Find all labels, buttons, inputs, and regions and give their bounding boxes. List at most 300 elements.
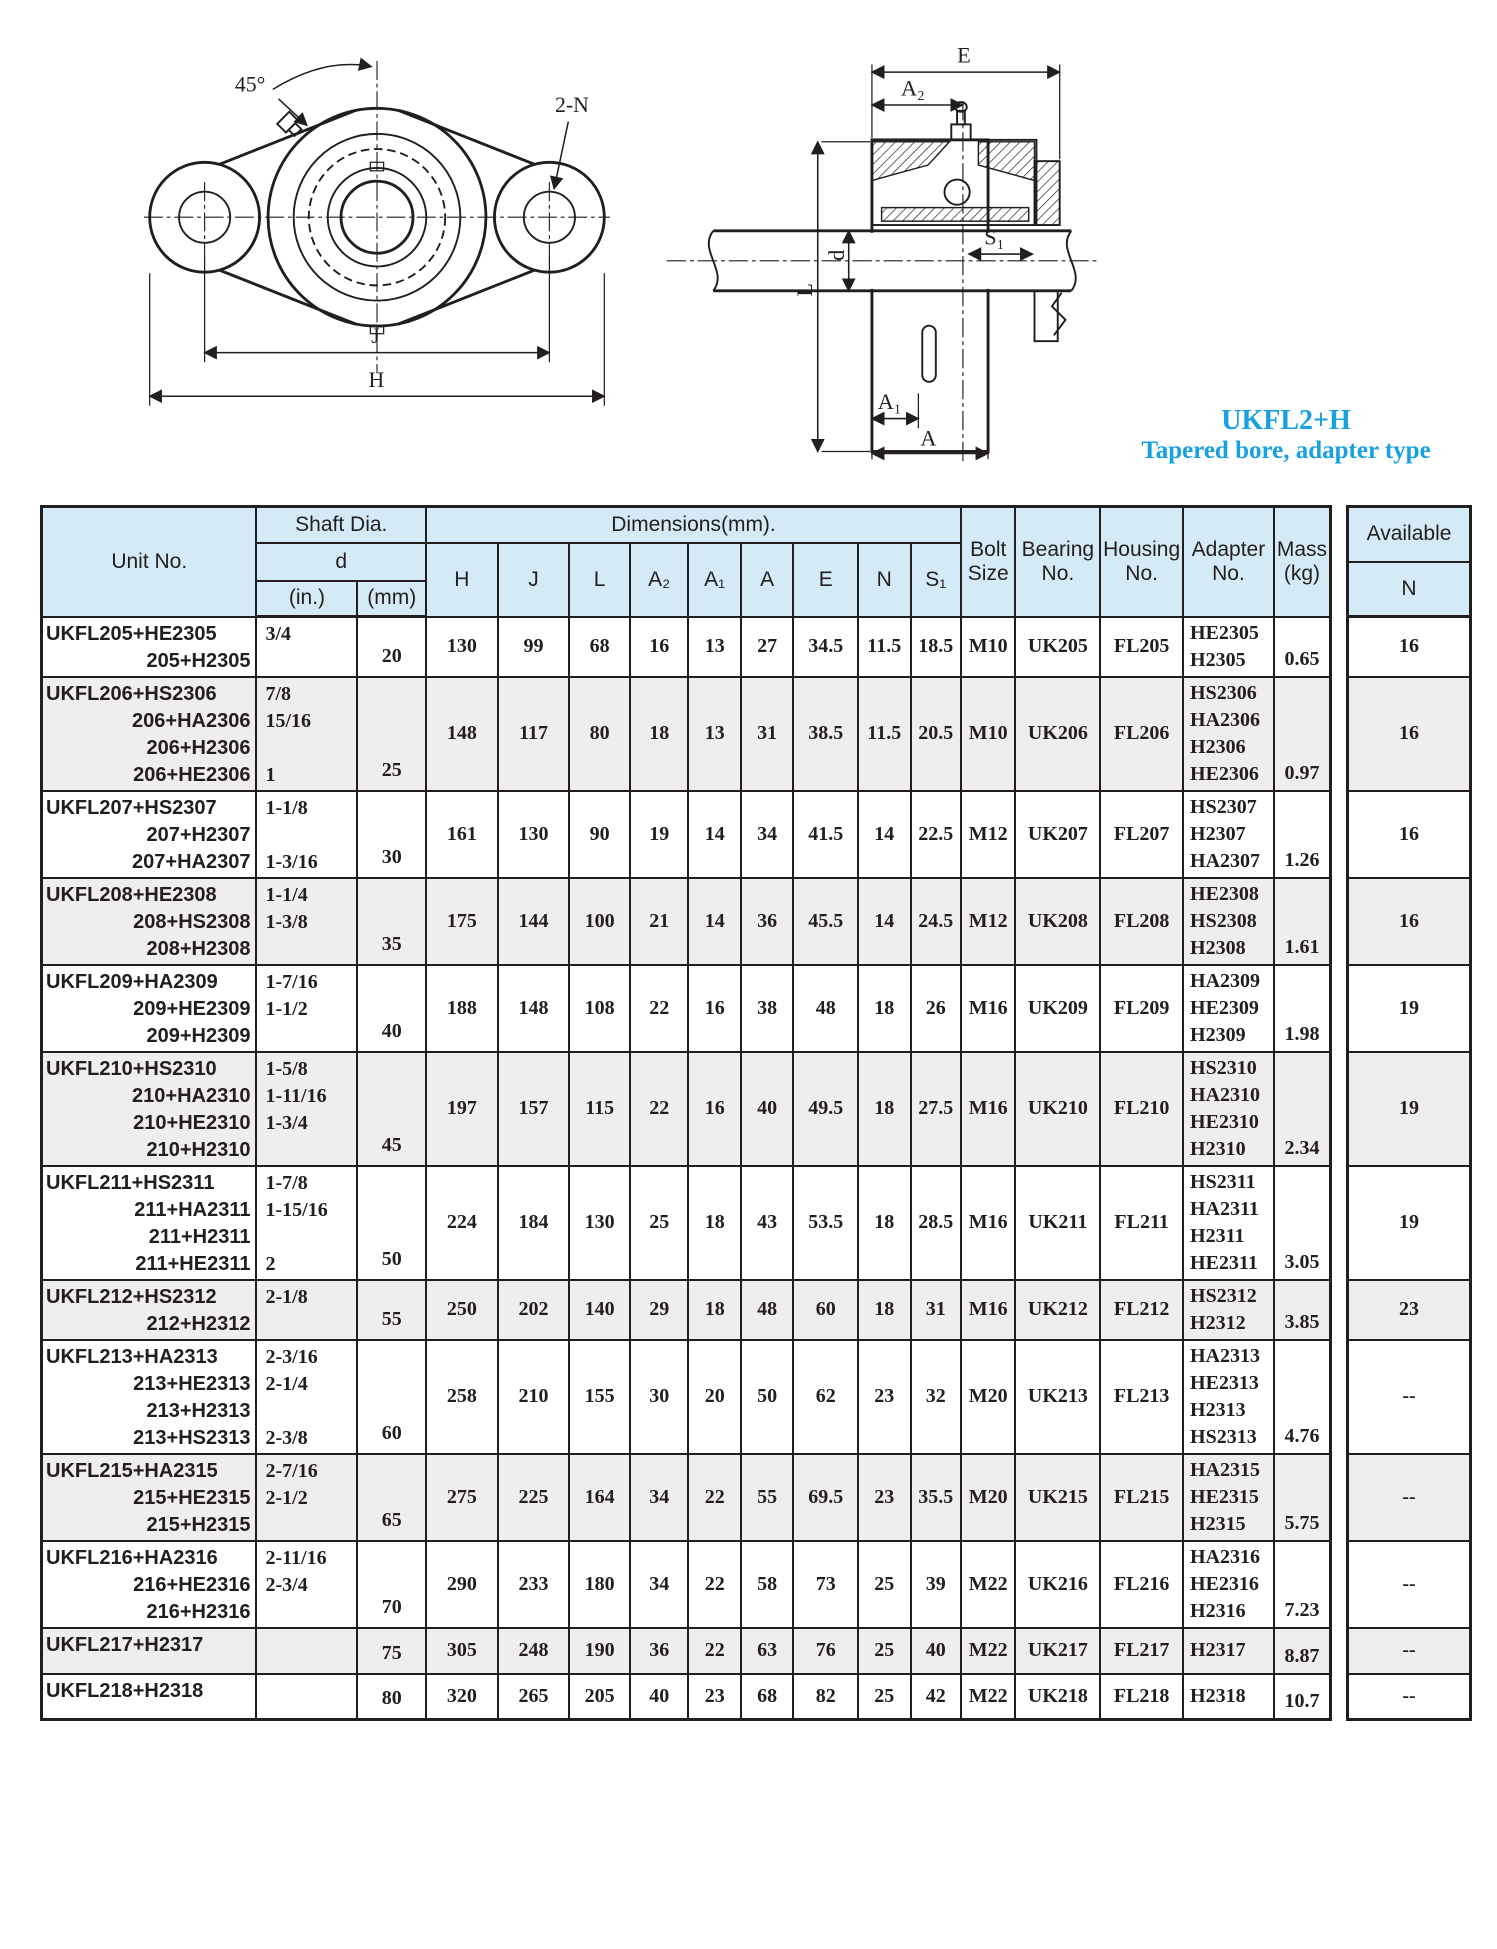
dim-cell: 248 xyxy=(498,1628,570,1674)
dim-cell: 99 xyxy=(498,617,570,677)
dim-cell: 76 xyxy=(793,1628,858,1674)
dim-cell: 164 xyxy=(569,1454,630,1541)
housing-no-cell: FL211 xyxy=(1100,1166,1183,1280)
dim-cell: 202 xyxy=(498,1280,570,1340)
available-cell: 19 xyxy=(1348,965,1471,1052)
bolt-size-cell: M12 xyxy=(961,878,1016,965)
section-view-drawing xyxy=(628,16,1112,466)
dim-cell: 175 xyxy=(426,878,498,965)
dim-cell: 63 xyxy=(741,1628,793,1674)
dim-cell: 22 xyxy=(688,1541,740,1628)
dim-cell: 25 xyxy=(858,1674,910,1720)
bolt-size-cell: M10 xyxy=(961,617,1016,677)
dim-h-label: H xyxy=(368,367,385,392)
dim-cell: 290 xyxy=(426,1541,498,1628)
dim-cell: 25 xyxy=(630,1166,689,1280)
dim-cell: 16 xyxy=(630,617,689,677)
shaft-in-cell: 1-1/8 1-3/16 xyxy=(256,791,357,878)
col-dim-a2: A₂ xyxy=(630,543,689,617)
mass-cell: 8.87 xyxy=(1274,1628,1331,1674)
dim-cell: 23 xyxy=(688,1674,740,1720)
dim-cell: 36 xyxy=(741,878,793,965)
dim-cell: 55 xyxy=(741,1454,793,1541)
table-row xyxy=(42,1541,1331,1628)
mass-cell: 4.76 xyxy=(1274,1340,1331,1454)
mass-cell: 10.7 xyxy=(1274,1674,1331,1720)
series-caption xyxy=(1112,406,1460,466)
bolt-size-cell: M10 xyxy=(961,677,1016,791)
available-cell: 16 xyxy=(1348,677,1471,791)
available-row xyxy=(1348,1674,1471,1720)
dim-cell: 34 xyxy=(630,1454,689,1541)
dim-cell: 82 xyxy=(793,1674,858,1720)
dim-cell: 157 xyxy=(498,1052,570,1166)
bolt-count-label: 2-N xyxy=(555,93,589,118)
dim-cell: 305 xyxy=(426,1628,498,1674)
series-subtitle: Tapered bore, adapter type xyxy=(1141,437,1431,464)
col-in: (in.) xyxy=(256,581,357,617)
housing-no-cell: FL213 xyxy=(1100,1340,1183,1454)
dim-cell: 16 xyxy=(688,1052,740,1166)
unit-no-cell: UKFL216+HA2316 216+HE2316 216+H2316 xyxy=(42,1541,257,1628)
available-row xyxy=(1348,878,1471,965)
housing-no-cell: FL215 xyxy=(1100,1454,1183,1541)
dim-cell: 48 xyxy=(741,1280,793,1340)
dim-cell: 14 xyxy=(688,791,740,878)
dim-cell: 197 xyxy=(426,1052,498,1166)
dim-cell: 14 xyxy=(688,878,740,965)
dim-a-label: A xyxy=(920,425,937,451)
dim-cell: 155 xyxy=(569,1340,630,1454)
available-cell: -- xyxy=(1348,1541,1471,1628)
table-row xyxy=(42,791,1331,878)
table-row xyxy=(42,1628,1331,1674)
dim-cell: 205 xyxy=(569,1674,630,1720)
adapter-no-cell: HS2312 H2312 xyxy=(1183,1280,1274,1340)
adapter-no-cell: HS2306 HA2306 H2306 HE2306 xyxy=(1183,677,1274,791)
dim-cell: 265 xyxy=(498,1674,570,1720)
dim-cell: 14 xyxy=(858,878,910,965)
dim-cell: 50 xyxy=(741,1340,793,1454)
shaft-mm-cell: 30 xyxy=(357,791,426,878)
available-cell: 19 xyxy=(1348,1052,1471,1166)
dim-cell: 11.5 xyxy=(858,617,910,677)
dim-cell: 184 xyxy=(498,1166,570,1280)
shaft-mm-cell: 65 xyxy=(357,1454,426,1541)
available-row xyxy=(1348,1628,1471,1674)
col-dim-l: L xyxy=(569,543,630,617)
col-dim-j: J xyxy=(498,543,570,617)
bearing-no-cell: UK206 xyxy=(1015,677,1100,791)
bearing-no-cell: UK215 xyxy=(1015,1454,1100,1541)
dim-cell: 32 xyxy=(911,1340,961,1454)
flange-front-view-drawing xyxy=(140,42,614,454)
table-row xyxy=(42,1052,1331,1166)
col-unit-no: Unit No. xyxy=(42,507,257,617)
dim-cell: 224 xyxy=(426,1166,498,1280)
dim-cell: 90 xyxy=(569,791,630,878)
dim-cell: 320 xyxy=(426,1674,498,1720)
dim-cell: 34 xyxy=(630,1541,689,1628)
dim-cell: 30 xyxy=(630,1340,689,1454)
dim-cell: 130 xyxy=(498,791,570,878)
dim-cell: 18 xyxy=(858,965,910,1052)
dim-cell: 144 xyxy=(498,878,570,965)
dim-cell: 58 xyxy=(741,1541,793,1628)
bolt-size-cell: M22 xyxy=(961,1628,1016,1674)
shaft-in-cell: 2-7/16 2-1/2 xyxy=(256,1454,357,1541)
unit-no-cell: UKFL213+HA2313 213+HE2313 213+H2313 213+HS2313 xyxy=(42,1340,257,1454)
housing-no-cell: FL210 xyxy=(1100,1052,1183,1166)
unit-no-cell: UKFL212+HS2312 212+H2312 xyxy=(42,1280,257,1340)
unit-no-cell: UKFL208+HE2308 208+HS2308 208+H2308 xyxy=(42,878,257,965)
table-row xyxy=(42,1340,1331,1454)
dim-cell: 27.5 xyxy=(911,1052,961,1166)
bearing-no-cell: UK212 xyxy=(1015,1280,1100,1340)
shaft-in-cell: 2-11/16 2-3/4 xyxy=(256,1541,357,1628)
dim-cell: 117 xyxy=(498,677,570,791)
adapter-no-cell: HE2305 H2305 xyxy=(1183,617,1274,677)
mass-cell: 1.61 xyxy=(1274,878,1331,965)
housing-no-cell: FL218 xyxy=(1100,1674,1183,1720)
dim-cell: 26 xyxy=(911,965,961,1052)
col-housing-no: Housing No. xyxy=(1100,507,1183,617)
shaft-mm-cell: 50 xyxy=(357,1166,426,1280)
bearing-no-cell: UK216 xyxy=(1015,1541,1100,1628)
col-dimensions: Dimensions(mm). xyxy=(426,507,961,543)
bolt-size-cell: M16 xyxy=(961,1280,1016,1340)
dim-cell: 258 xyxy=(426,1340,498,1454)
dim-cell: 130 xyxy=(426,617,498,677)
bolt-size-cell: M12 xyxy=(961,791,1016,878)
dim-cell: 69.5 xyxy=(793,1454,858,1541)
shaft-in-cell xyxy=(256,1628,357,1674)
adapter-no-cell: H2317 xyxy=(1183,1628,1274,1674)
dim-cell: 22 xyxy=(630,1052,689,1166)
col-available-n: N xyxy=(1348,562,1471,617)
dim-cell: 140 xyxy=(569,1280,630,1340)
available-row xyxy=(1348,1052,1471,1166)
mass-cell: 1.26 xyxy=(1274,791,1331,878)
adapter-no-cell: HS2307 H2307 HA2307 xyxy=(1183,791,1274,878)
dim-cell: 23 xyxy=(858,1454,910,1541)
available-cell: -- xyxy=(1348,1340,1471,1454)
adapter-no-cell: HA2316 HE2316 H2316 xyxy=(1183,1541,1274,1628)
available-row xyxy=(1348,1340,1471,1454)
shaft-in-cell: 2-1/8 xyxy=(256,1280,357,1340)
shaft-in-cell: 1-7/16 1-1/2 xyxy=(256,965,357,1052)
unit-no-cell: UKFL206+HS2306 206+HA2306 206+H2306 206+HE2306 xyxy=(42,677,257,791)
dim-cell: 42 xyxy=(911,1674,961,1720)
dim-cell: 22 xyxy=(688,1454,740,1541)
unit-no-cell: UKFL217+H2317 xyxy=(42,1628,257,1674)
bearing-no-cell: UK217 xyxy=(1015,1628,1100,1674)
unit-no-cell: UKFL211+HS2311 211+HA2311 211+H2311 211+HE2311 xyxy=(42,1166,257,1280)
table-row xyxy=(42,617,1331,677)
dim-cell: 39 xyxy=(911,1541,961,1628)
housing-no-cell: FL209 xyxy=(1100,965,1183,1052)
shaft-in-cell: 1-7/8 1-15/16 2 xyxy=(256,1166,357,1280)
dim-cell: 53.5 xyxy=(793,1166,858,1280)
mass-cell: 5.75 xyxy=(1274,1454,1331,1541)
dim-cell: 28.5 xyxy=(911,1166,961,1280)
dim-cell: 14 xyxy=(858,791,910,878)
col-d: d xyxy=(256,543,426,581)
dim-e-label: E xyxy=(957,42,971,68)
dim-cell: 40 xyxy=(911,1628,961,1674)
shaft-mm-cell: 70 xyxy=(357,1541,426,1628)
adapter-no-cell: H2318 xyxy=(1183,1674,1274,1720)
dim-cell: 180 xyxy=(569,1541,630,1628)
dim-cell: 23 xyxy=(858,1340,910,1454)
dim-cell: 34.5 xyxy=(793,617,858,677)
shaft-in-cell: 1-5/8 1-11/16 1-3/4 xyxy=(256,1052,357,1166)
bolt-size-cell: M20 xyxy=(961,1340,1016,1454)
available-row xyxy=(1348,617,1471,677)
dim-cell: 18 xyxy=(688,1280,740,1340)
table-row xyxy=(42,878,1331,965)
dim-cell: 18 xyxy=(858,1052,910,1166)
dim-cell: 38 xyxy=(741,965,793,1052)
dim-cell: 250 xyxy=(426,1280,498,1340)
col-mm: (mm) xyxy=(357,581,426,617)
available-cell: -- xyxy=(1348,1454,1471,1541)
dim-cell: 40 xyxy=(630,1674,689,1720)
dim-cell: 24.5 xyxy=(911,878,961,965)
adapter-no-cell: HE2308 HS2308 H2308 xyxy=(1183,878,1274,965)
dim-cell: 25 xyxy=(858,1541,910,1628)
available-cell: 19 xyxy=(1348,1166,1471,1280)
housing-no-cell: FL212 xyxy=(1100,1280,1183,1340)
dim-cell: 20.5 xyxy=(911,677,961,791)
shaft-mm-cell: 80 xyxy=(357,1674,426,1720)
unit-no-cell: UKFL215+HA2315 215+HE2315 215+H2315 xyxy=(42,1454,257,1541)
available-row xyxy=(1348,965,1471,1052)
available-cell: 23 xyxy=(1348,1280,1471,1340)
dim-cell: 130 xyxy=(569,1166,630,1280)
unit-no-cell: UKFL207+HS2307 207+H2307 207+HA2307 xyxy=(42,791,257,878)
dim-cell: 68 xyxy=(741,1674,793,1720)
adapter-no-cell: HA2315 HE2315 H2315 xyxy=(1183,1454,1274,1541)
dim-cell: 210 xyxy=(498,1340,570,1454)
dim-cell: 19 xyxy=(630,791,689,878)
bearing-no-cell: UK208 xyxy=(1015,878,1100,965)
unit-no-cell: UKFL209+HA2309 209+HE2309 209+H2309 xyxy=(42,965,257,1052)
col-dim-n: N xyxy=(858,543,910,617)
dim-cell: 68 xyxy=(569,617,630,677)
bearing-no-cell: UK207 xyxy=(1015,791,1100,878)
table-row xyxy=(42,1674,1331,1720)
dim-s1-label: S₁ xyxy=(984,224,1005,250)
available-row xyxy=(1348,1541,1471,1628)
available-cell: 16 xyxy=(1348,878,1471,965)
bearing-no-cell: UK205 xyxy=(1015,617,1100,677)
dim-cell: 13 xyxy=(688,617,740,677)
shaft-in-cell: 3/4 xyxy=(256,617,357,677)
shaft-mm-cell: 55 xyxy=(357,1280,426,1340)
dim-cell: 49.5 xyxy=(793,1052,858,1166)
mass-cell: 3.85 xyxy=(1274,1280,1331,1340)
available-row xyxy=(1348,677,1471,791)
dim-cell: 108 xyxy=(569,965,630,1052)
dim-cell: 27 xyxy=(741,617,793,677)
shaft-mm-cell: 25 xyxy=(357,677,426,791)
col-bolt-size: Bolt Size xyxy=(961,507,1016,617)
available-cell: -- xyxy=(1348,1628,1471,1674)
dim-cell: 60 xyxy=(793,1280,858,1340)
col-dim-h: H xyxy=(426,543,498,617)
dim-cell: 161 xyxy=(426,791,498,878)
dim-cell: 18.5 xyxy=(911,617,961,677)
col-dim-e: E xyxy=(793,543,858,617)
col-dim-a1: A₁ xyxy=(688,543,740,617)
dim-j-label: J xyxy=(371,324,380,349)
col-dim-s1: S₁ xyxy=(911,543,961,617)
dim-cell: 36 xyxy=(630,1628,689,1674)
housing-no-cell: FL208 xyxy=(1100,878,1183,965)
dim-cell: 45.5 xyxy=(793,878,858,965)
available-row xyxy=(1348,1280,1471,1340)
table-row xyxy=(42,1454,1331,1541)
shaft-mm-cell: 20 xyxy=(357,617,426,677)
col-dim-a: A xyxy=(741,543,793,617)
col-adapter-no: Adapter No. xyxy=(1183,507,1274,617)
bolt-size-cell: M16 xyxy=(961,1166,1016,1280)
shaft-mm-cell: 75 xyxy=(357,1628,426,1674)
bolt-size-cell: M22 xyxy=(961,1541,1016,1628)
dim-cell: 22.5 xyxy=(911,791,961,878)
dim-l-label: L xyxy=(791,283,817,297)
mass-cell: 7.23 xyxy=(1274,1541,1331,1628)
series-model: UKFL2+H xyxy=(1221,405,1351,436)
dim-cell: 22 xyxy=(630,965,689,1052)
dim-cell: 40 xyxy=(741,1052,793,1166)
dim-cell: 41.5 xyxy=(793,791,858,878)
bolt-size-cell: M22 xyxy=(961,1674,1016,1720)
dim-cell: 21 xyxy=(630,878,689,965)
bolt-size-cell: M16 xyxy=(961,1052,1016,1166)
bearing-no-cell: UK213 xyxy=(1015,1340,1100,1454)
bearing-no-cell: UK209 xyxy=(1015,965,1100,1052)
dim-cell: 16 xyxy=(688,965,740,1052)
adapter-no-cell: HA2309 HE2309 H2309 xyxy=(1183,965,1274,1052)
available-cell: 16 xyxy=(1348,791,1471,878)
dim-d-label: d xyxy=(823,249,849,261)
col-available: Available xyxy=(1348,507,1471,562)
unit-no-cell: UKFL205+HE2305 205+H2305 xyxy=(42,617,257,677)
housing-no-cell: FL217 xyxy=(1100,1628,1183,1674)
available-cell: -- xyxy=(1348,1674,1471,1720)
table-row xyxy=(42,1166,1331,1280)
housing-no-cell: FL206 xyxy=(1100,677,1183,791)
shaft-in-cell xyxy=(256,1674,357,1720)
housing-no-cell: FL207 xyxy=(1100,791,1183,878)
dim-cell: 233 xyxy=(498,1541,570,1628)
shaft-mm-cell: 45 xyxy=(357,1052,426,1166)
table-row xyxy=(42,965,1331,1052)
dim-cell: 148 xyxy=(498,965,570,1052)
adapter-no-cell: HS2311 HA2311 H2311 HE2311 xyxy=(1183,1166,1274,1280)
bolt-size-cell: M16 xyxy=(961,965,1016,1052)
shaft-in-cell: 7/8 15/16 1 xyxy=(256,677,357,791)
adapter-no-cell: HS2310 HA2310 HE2310 H2310 xyxy=(1183,1052,1274,1166)
dim-cell: 115 xyxy=(569,1052,630,1166)
dim-cell: 18 xyxy=(688,1166,740,1280)
dim-cell: 13 xyxy=(688,677,740,791)
mass-cell: 0.97 xyxy=(1274,677,1331,791)
dim-cell: 35.5 xyxy=(911,1454,961,1541)
dim-cell: 190 xyxy=(569,1628,630,1674)
dim-cell: 31 xyxy=(911,1280,961,1340)
dim-cell: 18 xyxy=(630,677,689,791)
dim-cell: 20 xyxy=(688,1340,740,1454)
shaft-in-cell: 1-1/4 1-3/8 xyxy=(256,878,357,965)
col-mass: Mass (kg) xyxy=(1274,507,1331,617)
dim-cell: 80 xyxy=(569,677,630,791)
available-row xyxy=(1348,1454,1471,1541)
unit-no-cell: UKFL218+H2318 xyxy=(42,1674,257,1720)
dim-cell: 100 xyxy=(569,878,630,965)
adapter-no-cell: HA2313 HE2313 H2313 HS2313 xyxy=(1183,1340,1274,1454)
shaft-mm-cell: 60 xyxy=(357,1340,426,1454)
dim-cell: 18 xyxy=(858,1166,910,1280)
mass-cell: 1.98 xyxy=(1274,965,1331,1052)
dim-cell: 225 xyxy=(498,1454,570,1541)
bearing-no-cell: UK210 xyxy=(1015,1052,1100,1166)
dim-a2-label: A₂ xyxy=(900,75,925,101)
spec-table xyxy=(40,505,1332,1721)
mass-cell: 3.05 xyxy=(1274,1166,1331,1280)
dim-cell: 29 xyxy=(630,1280,689,1340)
dim-cell: 62 xyxy=(793,1340,858,1454)
dim-cell: 25 xyxy=(858,1628,910,1674)
housing-no-cell: FL216 xyxy=(1100,1541,1183,1628)
dim-cell: 43 xyxy=(741,1166,793,1280)
bolt-size-cell: M20 xyxy=(961,1454,1016,1541)
unit-no-cell: UKFL210+HS2310 210+HA2310 210+HE2310 210+H2310 xyxy=(42,1052,257,1166)
mass-cell: 0.65 xyxy=(1274,617,1331,677)
dim-cell: 22 xyxy=(688,1628,740,1674)
available-row xyxy=(1348,1166,1471,1280)
available-row xyxy=(1348,791,1471,878)
grease-fitting xyxy=(277,112,304,139)
angle-label: 45° xyxy=(234,72,266,97)
col-bearing-no: Bearing No. xyxy=(1015,507,1100,617)
dim-cell: 188 xyxy=(426,965,498,1052)
dim-cell: 11.5 xyxy=(858,677,910,791)
col-shaft-dia: Shaft Dia. xyxy=(256,507,426,543)
shaft-in-cell: 2-3/16 2-1/4 2-3/8 xyxy=(256,1340,357,1454)
dim-cell: 148 xyxy=(426,677,498,791)
bearing-no-cell: UK218 xyxy=(1015,1674,1100,1720)
dim-cell: 275 xyxy=(426,1454,498,1541)
dim-cell: 31 xyxy=(741,677,793,791)
table-row xyxy=(42,677,1331,791)
housing-no-cell: FL205 xyxy=(1100,617,1183,677)
available-cell: 16 xyxy=(1348,617,1471,677)
shaft-mm-cell: 35 xyxy=(357,878,426,965)
dim-cell: 48 xyxy=(793,965,858,1052)
dim-cell: 38.5 xyxy=(793,677,858,791)
dim-cell: 73 xyxy=(793,1541,858,1628)
available-table xyxy=(1346,505,1472,1721)
dim-a1-label: A₁ xyxy=(877,388,902,414)
dim-cell: 34 xyxy=(741,791,793,878)
table-row xyxy=(42,1280,1331,1340)
mass-cell: 2.34 xyxy=(1274,1052,1331,1166)
shaft-mm-cell: 40 xyxy=(357,965,426,1052)
bearing-no-cell: UK211 xyxy=(1015,1166,1100,1280)
